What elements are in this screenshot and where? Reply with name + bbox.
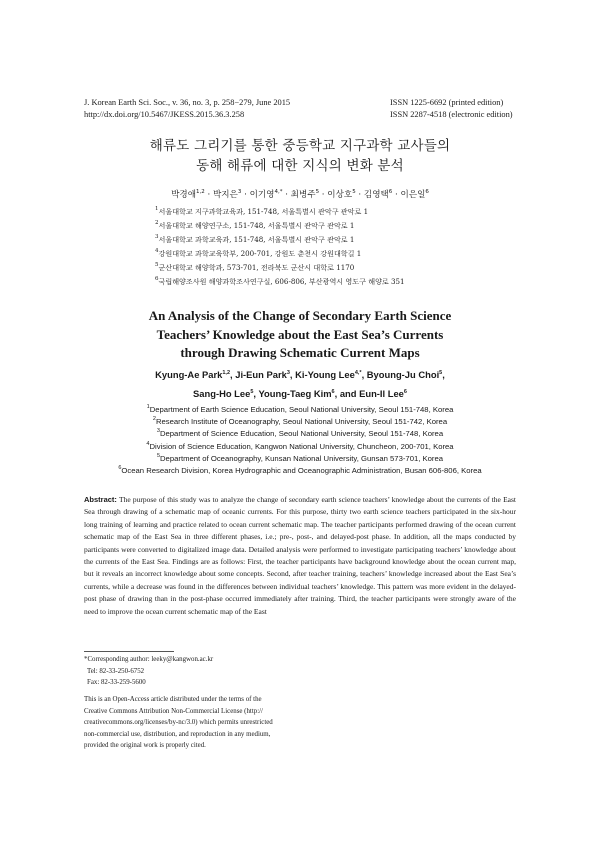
author-separator: · [355,190,364,200]
author-separator: , [442,369,445,380]
affiliation-superscript: 1 [146,404,150,410]
english-affiliation [0,453,600,465]
english-affiliation [0,404,600,416]
doi-link[interactable]: http://dx.doi.org/10.5467/JKESS.2015.36.3.258 [84,110,245,119]
author-separator: , and [334,388,360,399]
author-separator: , [230,369,236,380]
abstract-text: The purpose of this study was to analyze the change of secondary earth science teachers’ knowledge about the currents of the East Sea through drawing of a schematic map of oceanic currents. For this purpose, thirty two earth science teachers participated in the six-hour long training of learning and practice related to ocean current schematic map. The teacher participants performed drawing of the ocean current schematic map of the East Sea in three different phases, i.e.; pre-, post-, and delayed-post phase. In addition, all the maps conducted by participants were converted to digitalized image data. Detailed analysis were performed to investigate participating teachers’ knowledge about the currents of the East Sea. Findings are as follows: First, the teacher participants have background knowledge about the ocean current map, but it reveals an incorrect knowledge about some concepts. Second, after teacher training, teachers’ knowledge increased about the East Sea’s currents, while a decrease was found in the differences between individual teachers’ knowledge. This pattern was more evident in the delayed-post phase of drawing than in the post-phase occurred immediately after training. Third, the teacher participants were strongly aware of the need to improve the ocean current schematic map of the East [84,495,516,616]
corresponding-fax: Fax: 82-33-259-5600 [87,679,146,686]
license-line: This is an Open-Access article distributed under the terms of the [84,696,262,703]
affiliation-text: 군산대학교 해양학과, 573-701, 전라북도 군산시 대학로 1170 [158,262,355,272]
korean-affiliation [155,275,555,289]
affiliation-text: 강원대학교 과학교육학부, 200-701, 강원도 춘천시 강원대학길 1 [158,248,362,258]
korean-title [0,136,600,176]
author-superscript: 6 [388,189,393,195]
license-line: Creative Commons Attribution Non-Commercial License (http:// [84,707,263,715]
corresponding-tel: Tel: 82-33-250-6752 [87,667,145,675]
issn-print: ISSN 1225-6692 (printed edition) [390,98,504,107]
affiliation-text: Ocean Research Division, Korea Hydrographic and Oceanographic Administration, Busan 606-806, Korea [121,466,482,476]
korean-title-line: 동해 해류에 대한 지식의 변화 분석 [196,158,404,174]
author-superscript: 5 [315,189,320,195]
author-name: 이은일 [400,190,426,200]
author-superscript: 1,2 [222,370,231,376]
author-superscript: 6 [425,189,429,195]
affiliation-text: Research Institute of Oceanography, Seoul National University, Seoul 151-742, Korea [155,417,448,427]
affiliation-text: Department of Earth Science Education, Seoul National University, Seoul 151-748, Korea [149,405,454,414]
english-affiliation [0,416,600,428]
author-name: 박경애 [171,190,196,200]
korean-affiliations [155,205,555,288]
english-title-line: Teachers’ Knowledge about the East Sea’s Currents [156,326,444,342]
author-superscript: 6 [403,389,407,395]
author-superscript: 4,* [274,189,283,195]
english-affiliation [0,465,600,477]
author-superscript: 4,* [354,370,362,376]
journal-line: J. Korean Earth Sci. Soc., v. 36, no. 3, p. 258−279, June 2015 [84,98,291,107]
author-name: Sang-Ho Lee [193,388,251,399]
korean-affiliation [155,233,555,247]
affiliation-text: Department of Oceanography, Kunsan National University, Gunsan 573-701, Korea [160,453,444,463]
author-superscript: 1,2 [196,189,205,195]
english-authors-line [0,365,600,384]
author-name: 이기영 [249,190,275,200]
author-name: Eun-Il Lee [359,388,404,399]
author-superscript: 3 [237,189,242,195]
affiliation-text: 서울대학교 과학교육과, 151-748, 서울특별시 관악구 관악로 1 [158,234,355,244]
affiliation-superscript: 5 [156,452,160,459]
author-superscript: 5 [439,370,443,376]
korean-authors [0,188,600,200]
license-line: non-commercial use, distribution, and reproduction in any medium, [84,730,271,738]
author-separator: · [241,190,250,200]
affiliation-superscript: 2 [155,219,159,226]
author-name: 김영택 [363,190,389,200]
abstract-label: Abstract: [84,495,117,504]
korean-affiliation [155,205,555,219]
footnote-divider [84,651,174,652]
affiliation-superscript: 4 [146,440,150,447]
author-name: 최병주 [290,190,316,200]
korean-affiliation [155,261,555,275]
author-name: 이상호 [327,190,353,200]
english-affiliations [0,404,600,477]
korean-title-line: 해류도 그리기를 통한 중등학교 지구과학 교사들의 [149,138,451,154]
journal-citation [84,97,290,121]
license-line: creativecommons.org/licenses/by-nc/3.0) which permits unrestricted [84,719,273,726]
author-name: Byoung-Ju Choi [366,369,440,380]
affiliation-text: Department of Science Education, Seoul National University, Seoul 151-748, Korea [159,429,444,439]
license-notice [84,694,304,752]
affiliation-superscript: 1 [155,206,159,212]
author-name: Young-Taeg Kim [258,388,332,399]
affiliation-text: Division of Science Education, Kangwon National University, Chuncheon, 200-701, Korea [149,441,454,451]
author-separator: · [282,190,291,200]
abstract [84,494,516,618]
affiliation-text: 서울대학교 해양연구소, 151-748, 서울특별시 관악구 관악로 1 [158,220,355,230]
author-separator: , [253,388,259,399]
affiliation-superscript: 4 [155,247,159,254]
author-superscript: 6 [331,389,335,395]
english-affiliation [0,441,600,453]
author-separator: · [319,190,328,200]
corresponding-footnote [84,654,304,689]
affiliation-superscript: 5 [155,261,159,268]
affiliation-superscript: 2 [152,416,156,423]
english-authors-line [0,384,600,403]
affiliation-superscript: 3 [155,233,159,240]
english-authors [0,365,600,403]
english-title-line: An Analysis of the Change of Secondary Earth Science [148,308,452,323]
english-title [0,307,600,363]
author-superscript: 5 [352,189,356,195]
author-superscript: 5 [250,389,254,395]
author-name: Kyung-Ae Park [155,369,223,380]
english-affiliation [0,428,600,440]
author-separator: , [289,369,296,380]
affiliation-superscript: 6 [155,275,159,282]
affiliation-text: 국립해양조사원 해양과학조사연구실, 606-806, 부산광역시 영도구 해양로 351 [158,276,405,286]
author-name: Ki-Young Lee [295,369,355,380]
affiliation-text: 서울대학교 지구과학교육과, 151-748, 서울특별시 관악구 관악로 1 [158,207,369,216]
license-line: provided the original work is properly cited. [84,742,206,749]
author-separator: · [204,190,213,200]
korean-affiliation [155,247,555,261]
affiliation-superscript: 3 [156,428,160,435]
korean-affiliation [155,219,555,233]
corresponding-author: *Corresponding author: leeky@kangwon.ac.kr [84,656,214,663]
issn-electronic: ISSN 2287-4518 (electronic edition) [390,110,513,119]
issn-block [390,97,513,121]
author-name: 박지은 [212,190,238,200]
affiliation-superscript: 6 [118,465,122,472]
author-separator: , [361,369,367,380]
english-title-line: through Drawing Schematic Current Maps [180,345,420,360]
author-superscript: 3 [286,370,290,376]
author-separator: · [392,190,401,200]
author-name: Ji-Eun Park [235,369,287,380]
